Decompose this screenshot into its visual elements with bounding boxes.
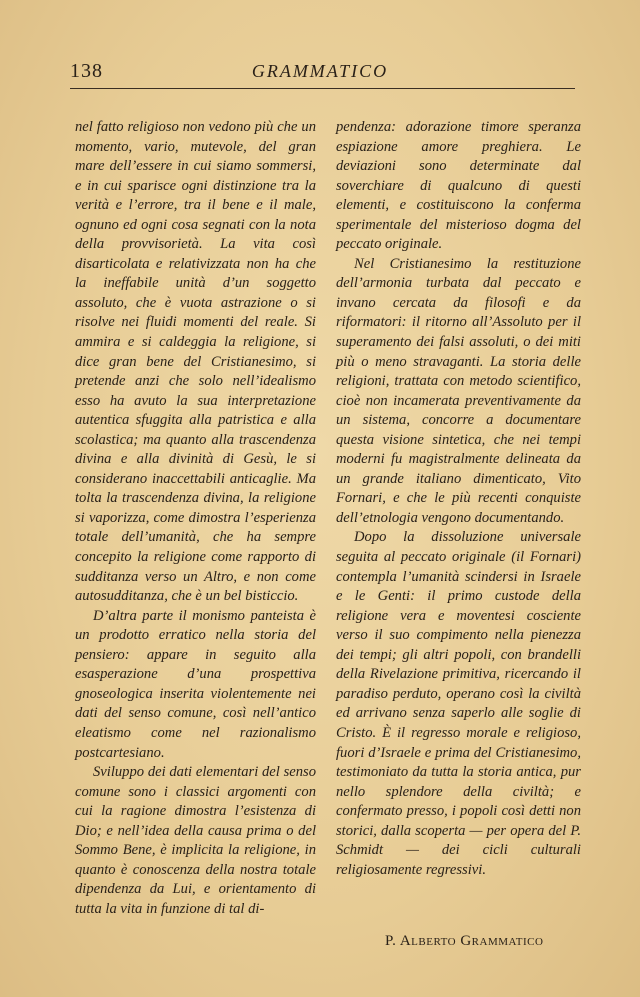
running-title: GRAMMATICO [251,61,389,81]
page-number: 138 [70,60,103,82]
right-column [336,118,581,880]
right-paragraph-2: Nel Cristianesimo la restituzione dell’armonia turbata dal peccato e invano cercata da filosofi e da riformatori: il ritorno all’Assoluto per il superamento dei falsi assoluti, o dei miti più o meno stravaganti. La storia delle religioni, trattata con metodo scientifico, cioè non incamerata preventivamente da un sistema, concorre a documentare questa visione sintetica, che nei tempi moderni fu magistralmente delineata da un grande italiano dimenticato, Vito Fornari, e che le più recenti conquiste dell’etnologia vengono documentando. [336,255,581,526]
header-rule [70,88,575,89]
right-paragraph-1: pendenza: adorazione timore speranza espiazione amore preghiera. Le deviazioni sono determinate dal soverchiare di qualcuno di questi elementi, e costituiscono la conferma sperimentale del misterioso dogma del peccato originale. [336,119,581,253]
left-paragraph-2: D’altra parte il monismo panteista è un prodotto erratico nella storia del pensiero: appare in seguito alla esasperazione d’una prospettiva gnoseologica inserita violentemente nei dati del senso comune, così nell’antico eleatismo come nel razionalismo postcartesiano. [75,607,316,761]
page-header [70,60,570,90]
author-signature: P. Alberto Grammatico [385,933,544,949]
right-paragraph-3: Dopo la dissoluzione universale seguita al peccato originale (il Fornari) contempla l’umanità scindersi in Israele e le Genti: il primo custode della religione vera e moventesi cosciente verso il suo compimento nella pienezza dei tempi; gli altri popoli, con brandelli della Rivelazione primitiva, ricercando il paradiso perduto, operano così la civiltà ed arrivano senza saperlo alle soglie di Cristo. È il regresso morale e religioso, fuori d’Israele e prima del Cristianesimo, testimoniato da tutta la storia antica, pur nello splendore della civiltà; e confermato presso, i popoli così detti non storici, dalla scoperta — per opera del P. Schmidt — dei cicli culturali religiosamente regressivi. [336,529,581,878]
left-paragraph-3: Sviluppo dei dati elementari del senso comune sono i classici argomenti con cui la ragione dimostra l’esistenza di Dio; e nell’idea della causa prima o del Sommo Bene, è implicita la religione, in quanto è conoscenza della nostra totale dipendenza da Lui, e orientamento di tutta la vita in funzione di tal di- [75,764,316,917]
left-column [75,118,316,919]
left-paragraph-1: nel fatto religioso non vedono più che un momento, vario, mutevole, del gran mare dell’essere in cui siamo sommersi, e in cui sparisce ogni distinzione tra la verità e l’errore, tra il bene e il male, ognuno ed ogni cosa segnati con la nota della provvisorietà. La vita così disarticolata e relativizzata non ha che la ineffabile unità d’un soggetto assoluto, che è vuota astrazione o si risolve nei fluidi momenti del reale. Si ammira e si caldeggia la religione, si dice gran bene del Cristianesimo, si pretende anzi che solo nell’idealismo esso ha avuto la sua interpretazione autentica sfuggita alla patristica e alla scolastica; ma quanto alla trascendenza divina e alla divinità di Gesù, le si considerano inaccettabili anticaglie. Ma tolta la trascendenza divina, la religione si vaporizza, come dimostra l’esperienza totale dell’umanità, che ha sempre concepito la religione come rapporto di sudditanza verso un Altro, e non come autosudditanza, che è un bel bisticcio. [75,119,316,605]
